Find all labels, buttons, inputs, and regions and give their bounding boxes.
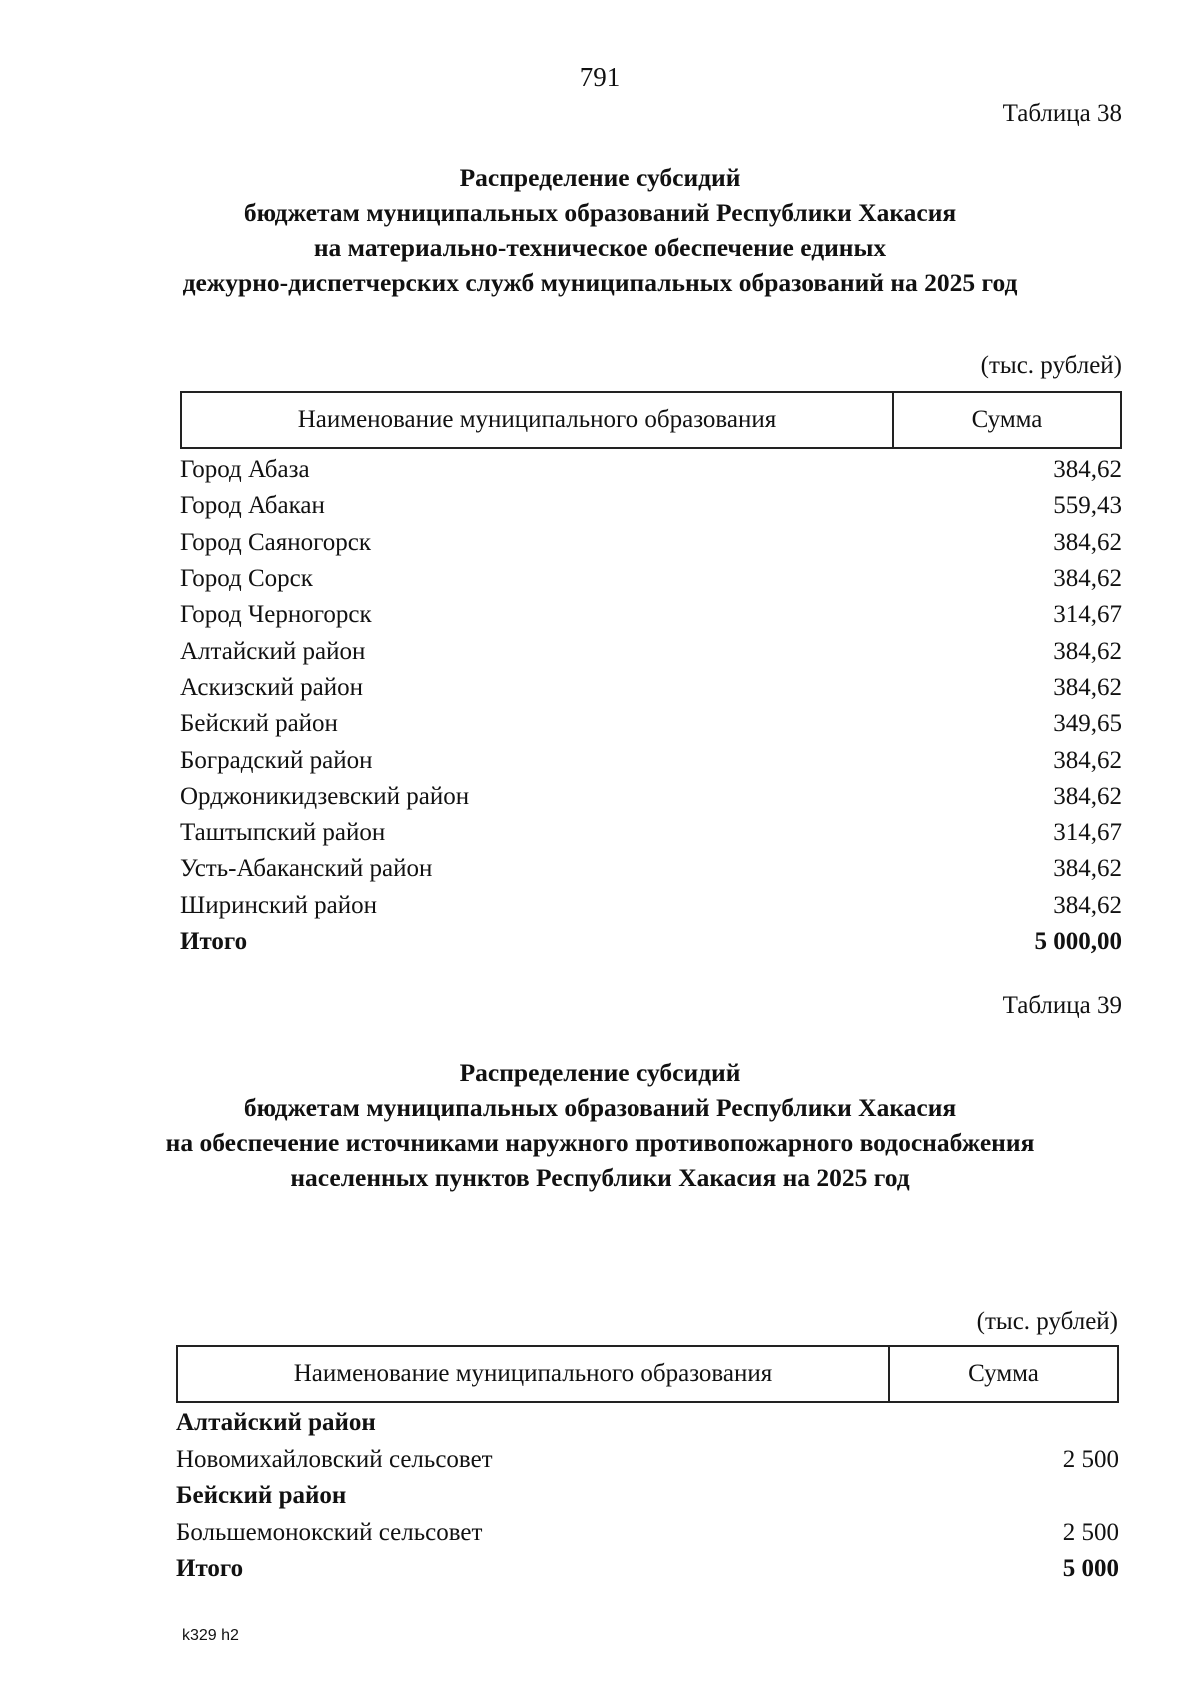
row-name: Орджоникидзевский район (180, 782, 470, 810)
table-row (180, 488, 1122, 524)
table-row (180, 561, 1122, 597)
row-sum: 314,67 (1053, 601, 1122, 629)
row-name: Большемонокский сельсовет (176, 1518, 483, 1546)
row-name: Итого (176, 1555, 244, 1583)
row-sum: 384,62 (1053, 637, 1122, 665)
total-row (176, 1551, 1119, 1588)
row-sum: 384,62 (1053, 746, 1122, 774)
title-line: Распределение субсидий (459, 1058, 741, 1087)
table-row (180, 888, 1122, 924)
row-sum: 5 000 (1062, 1555, 1119, 1583)
table-38-body (180, 452, 1122, 960)
table-row (180, 597, 1122, 633)
table-row (180, 452, 1122, 488)
table-39-header (176, 1345, 1119, 1403)
title-line: населенных пунктов Республики Хакасия на 2025 год (290, 1163, 910, 1192)
row-name: Алтайский район (176, 1409, 376, 1437)
row-name: Город Абакан (180, 492, 325, 520)
table-39-units: (тыс. рублей) (976, 1308, 1118, 1335)
row-name: Алтайский район (180, 637, 366, 665)
table-row (180, 633, 1122, 669)
row-name: Бейский район (176, 1482, 347, 1510)
row-name: Город Черногорск (180, 601, 372, 629)
title-line: бюджетам муниципальных образований Республики Хакасия (243, 1093, 957, 1122)
row-name: Боградский район (180, 746, 373, 774)
row-sum: 2 500 (1062, 1445, 1119, 1473)
row-sum: 2 500 (1062, 1518, 1119, 1546)
table-38-title (150, 160, 1050, 300)
column-header-name: Наименование муниципального образования (178, 1347, 890, 1401)
row-sum: 384,62 (1053, 782, 1122, 810)
table-38-header (180, 391, 1122, 449)
row-name: Итого (180, 928, 248, 955)
row-name: Таштыпский район (180, 819, 386, 847)
title-line: Распределение субсидий (459, 163, 741, 192)
column-header-sum: Сумма (971, 406, 1043, 433)
row-sum: 384,62 (1053, 456, 1122, 484)
row-sum: 5 000,00 (1034, 928, 1122, 955)
row-sum: 384,62 (1053, 855, 1122, 883)
row-sum: 384,62 (1053, 891, 1122, 919)
row-sum: 384,62 (1053, 565, 1122, 593)
title-line: на обеспечение источниками наружного противопожарного водоснабжения (165, 1128, 1035, 1157)
table-39-title (150, 1055, 1050, 1195)
footer-code: k329 h2 (182, 1627, 239, 1644)
table-38-label: Таблица 38 (1002, 100, 1122, 127)
row-sum: 384,62 (1053, 673, 1122, 701)
table-39-body (176, 1405, 1119, 1588)
row-sum: 384,62 (1053, 528, 1122, 556)
page-number: 791 (579, 62, 621, 92)
column-header-sum: Сумма (968, 1360, 1039, 1387)
table-row (180, 742, 1122, 778)
table-38-units: (тыс. рублей) (980, 352, 1122, 379)
row-name: Город Саяногорск (180, 528, 372, 556)
row-name: Ширинский район (180, 891, 377, 919)
table-row (180, 851, 1122, 887)
table-row (180, 706, 1122, 742)
row-sum: 559,43 (1053, 492, 1122, 520)
row-name: Город Сорск (180, 565, 313, 593)
table-39-label: Таблица 39 (1002, 992, 1122, 1019)
row-name: Бейский район (180, 710, 338, 738)
table-row (176, 1515, 1119, 1552)
table-row (180, 815, 1122, 851)
group-row (176, 1478, 1119, 1515)
table-row (180, 670, 1122, 706)
title-line: бюджетам муниципальных образований Республики Хакасия (243, 198, 957, 227)
table-row (180, 779, 1122, 815)
table-row (176, 1442, 1119, 1479)
row-name: Город Абаза (180, 456, 310, 484)
row-name: Новомихайловский сельсовет (176, 1445, 493, 1473)
total-row (180, 924, 1122, 960)
group-row (176, 1405, 1119, 1442)
row-sum: 314,67 (1053, 819, 1122, 847)
title-line: дежурно-диспетчерских служб муниципальных образований на 2025 год (182, 268, 1018, 297)
table-row (180, 525, 1122, 561)
column-header-name: Наименование муниципального образования (182, 393, 894, 447)
row-name: Усть-Абаканский район (180, 855, 433, 883)
row-sum: 349,65 (1053, 710, 1122, 738)
title-line: на материально-техническое обеспечение единых (313, 233, 887, 262)
row-name: Аскизский район (180, 673, 364, 701)
